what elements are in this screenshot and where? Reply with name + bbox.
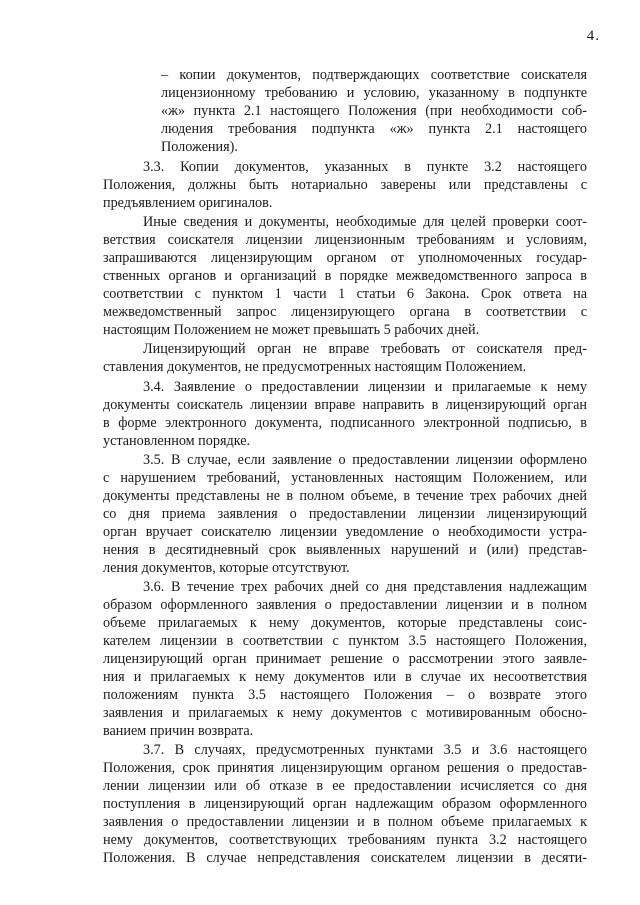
text-line: поступления в лицензирующий орган надлежащим образом оформленного xyxy=(103,796,587,812)
text-line: 3.6. В течение трех рабочих дней со дня представления надлежащим xyxy=(143,579,587,595)
text-line: ственных органов и организаций в порядке межведомственного запроса в xyxy=(103,268,587,284)
text-line: 3.5. В случае, если заявление о предоставлении лицензии оформлено xyxy=(143,452,587,468)
text-line: нему документов, соответствующих требованиям пункта 3.2 настоящего xyxy=(103,832,587,848)
text-line: Положения, должны быть нотариально заверены или представлены с xyxy=(103,177,587,193)
text-line: установленном порядке. xyxy=(103,433,251,449)
text-line: соответствии с пунктом 1 части 1 статьи 6 Закона. Срок ответа на xyxy=(103,286,587,302)
text-line: кателем лицензии в соответствии с пунктом 3.5 настоящего Положения, xyxy=(103,633,587,649)
text-line: документы представлены не в полном объеме, в течение трех рабочих дней xyxy=(103,488,587,504)
text-line: предъявлением оригиналов. xyxy=(103,195,273,211)
text-line: межведомственный запрос лицензирующего органа в соответствии с xyxy=(103,304,587,320)
text-line: «ж» пункта 2.1 настоящего Положения (при необходимости соб- xyxy=(161,103,587,119)
text-line: в форме электронного документа, подписанного электронной подписью, в xyxy=(103,415,587,431)
text-line: Лицензирующий орган не вправе требовать от соискателя пред- xyxy=(143,341,587,357)
text-line: документы соискатель лицензии вправе направить в лицензирующий орган xyxy=(103,397,587,413)
text-line: объеме прилагаемых к нему документов, которые представлены соис- xyxy=(103,615,587,631)
text-line: заявления и прилагаемых к нему документов с мотивированным обосно- xyxy=(103,705,587,721)
text-line: положениям пункта 3.5 настоящего Положения – о возврате этого xyxy=(103,687,587,703)
text-line: настоящим Положением не может превышать 5 рабочих дней. xyxy=(103,322,480,338)
page-number: 4. xyxy=(586,28,600,44)
text-line: лицензионному требованию и условию, указанному в подпункте xyxy=(161,85,587,101)
text-line: ванием причин возврата. xyxy=(103,723,254,739)
text-line: нения в десятидневный срок выявленных нарушений и (или) представ- xyxy=(103,542,587,558)
text-line: 3.4. Заявление о предоставлении лицензии и прилагаемые к нему xyxy=(143,379,587,395)
text-line: Положения, срок принятия лицензирующим органом решения о предостав- xyxy=(103,760,587,776)
text-line: со дня приема заявления о предоставлении лицензии лицензирующий xyxy=(103,506,587,522)
text-line: ставления документов, не предусмотренных настоящим Положением. xyxy=(103,359,527,375)
text-line: лении лицензии или об отказе в ее предоставлении исчисляется со дня xyxy=(103,778,587,794)
text-line: 3.3. Копии документов, указанных в пункте 3.2 настоящего xyxy=(143,159,587,175)
text-line: – копии документов, подтверждающих соответствие соискателя xyxy=(161,67,587,83)
text-line: Иные сведения и документы, необходимые для целей проверки соот- xyxy=(143,214,587,230)
text-line: Положения). xyxy=(161,139,238,155)
text-line: Положения. В случае непредставления соискателем лицензии в десяти- xyxy=(103,850,587,866)
text-line: запрашиваются лицензирующим органом от уполномоченных государ- xyxy=(103,250,587,266)
text-line: ления документов, которые отсутствуют. xyxy=(103,560,350,576)
text-line: ния и прилагаемых к нему документов или в случае их несоответствия xyxy=(103,669,587,685)
text-line: орган вручает соискателю лицензии уведомление о необходимости устра- xyxy=(103,524,587,540)
text-line: заявления о предоставлении лицензии и в полном объеме прилагаемых к xyxy=(103,814,587,830)
text-line: образом оформленного заявления о предоставлении лицензии и в полном xyxy=(103,597,587,613)
text-line: с нарушением требований, установленных настоящим Положением, или xyxy=(103,470,587,486)
text-line: людения требования подпункта «ж» пункта 2.1 настоящего xyxy=(161,121,587,137)
text-line: 3.7. В случаях, предусмотренных пунктами 3.5 и 3.6 настоящего xyxy=(143,742,587,758)
text-line: лицензирующий орган принимает решение о рассмотрении этого заявле- xyxy=(103,651,587,667)
text-line: ветствия соискателя лицензии лицензионным требованиям и условиям, xyxy=(103,232,587,248)
